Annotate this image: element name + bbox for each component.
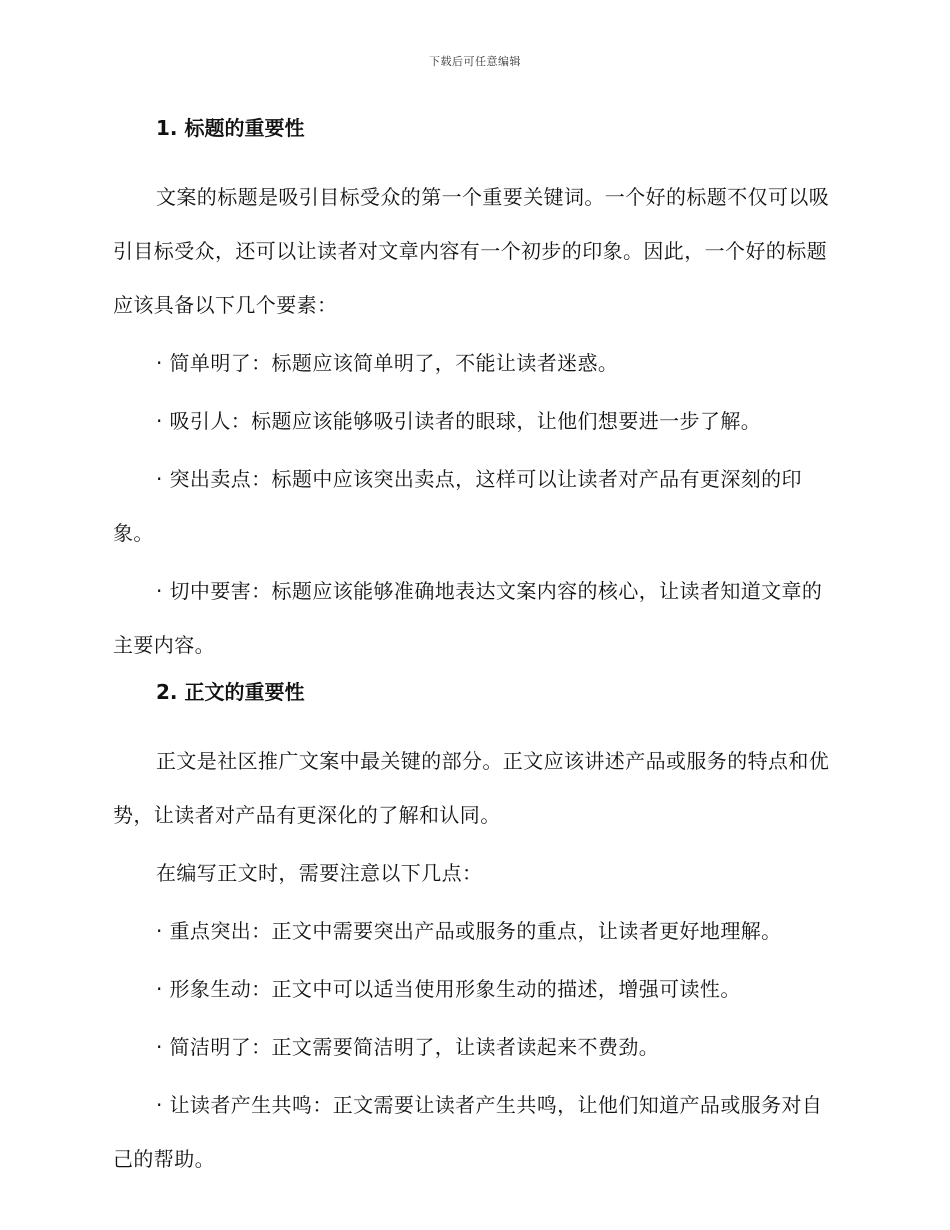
section-2-item-2: · 形象生动：正文中可以适当使用形象生动的描述，增强可读性。 [156, 977, 741, 1001]
document-body [113, 112, 833, 1186]
section-1-item-2: · 吸引人：标题应该能够吸引读者的眼球，让他们想要进一步了解。 [156, 409, 762, 433]
section-2-item-4: · 让读者产生共鸣：正文需要让读者产生共鸣，让他们知道产品或服务对自己的帮助。 [113, 1093, 823, 1171]
section-1-intro: 文案的标题是吸引目标受众的第一个重要关键词。一个好的标题不仅可以吸引目标受众，还可以让读者对文章内容有一个初步的印象。因此，一个好的标题应该具备以下几个要素： [113, 185, 830, 317]
header-note: 下载后可任意编辑 [429, 55, 521, 68]
section-2-lead: 在编写正文时，需要注意以下几点： [156, 861, 483, 885]
section-1-heading: 1. 标题的重要性 [156, 116, 305, 140]
section-2-intro: 正文是社区推广文案中最关键的部分。正文应该讲述产品或服务的特点和优势，让读者对产品有更深化的了解和认同。 [113, 749, 830, 827]
section-1-item-1: · 简单明了：标题应该简单明了，不能让读者迷惑。 [156, 351, 619, 375]
section-2-heading: 2. 正文的重要性 [156, 680, 305, 704]
section-1-item-4: · 切中要害：标题应该能够准确地表达文案内容的核心，让读者知道文章的主要内容。 [113, 579, 823, 657]
section-2-item-3: · 简洁明了：正文需要简洁明了，让读者读起来不费劲。 [156, 1035, 660, 1059]
section-1-item-3: · 突出卖点：标题中应该突出卖点，这样可以让读者对产品有更深刻的印象。 [113, 467, 802, 545]
section-2-item-1: · 重点突出：正文中需要突出产品或服务的重点，让读者更好地理解。 [156, 919, 782, 943]
